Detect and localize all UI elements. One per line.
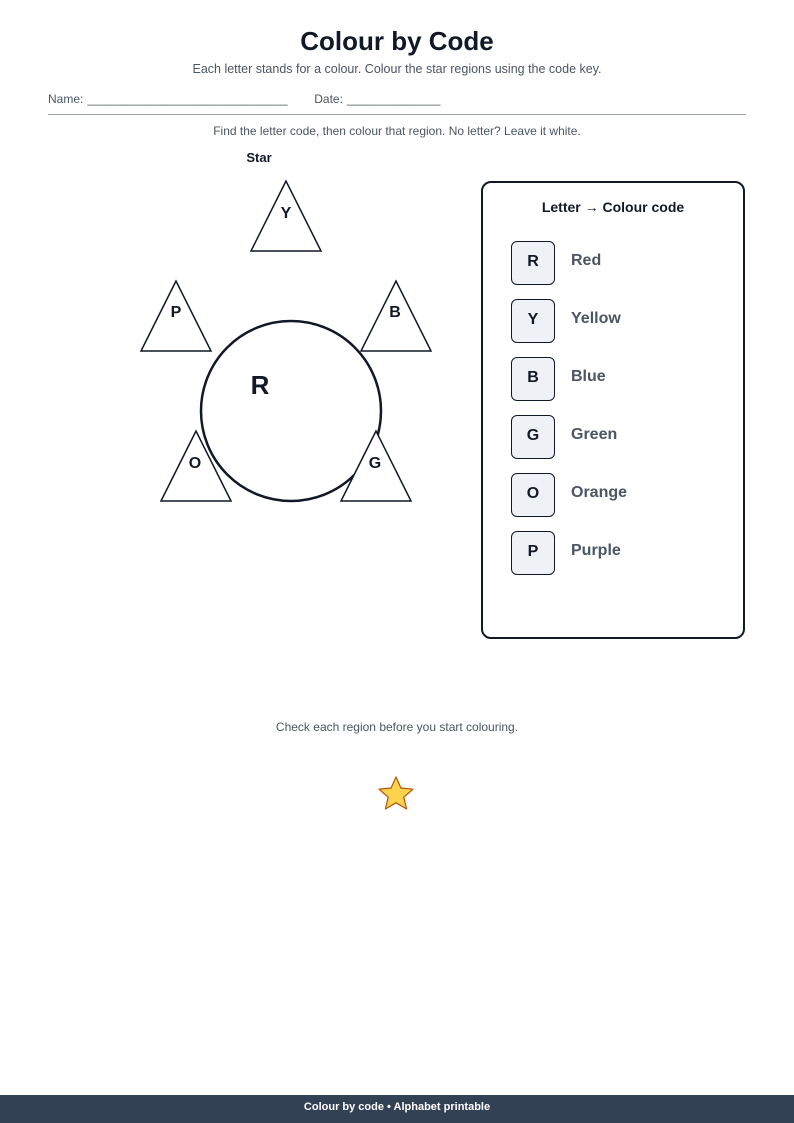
star-point-upper-right[interactable] bbox=[361, 281, 431, 351]
key-row-green bbox=[511, 415, 731, 461]
key-row-blue bbox=[511, 357, 731, 403]
star-point-upper-left[interactable] bbox=[141, 281, 211, 351]
instructions: Find the letter code, then colour that region. No letter? Leave it white. bbox=[213, 124, 581, 138]
name-field[interactable]: ______________________________ bbox=[87, 92, 288, 106]
key-colour: Purple bbox=[571, 542, 621, 559]
region-letter: O bbox=[188, 455, 202, 472]
star-icon bbox=[376, 774, 416, 814]
key-letter: R bbox=[511, 241, 555, 285]
key-letter: P bbox=[511, 531, 555, 575]
colour-key-panel bbox=[481, 181, 745, 639]
key-letter: B bbox=[511, 357, 555, 401]
key-colour: Orange bbox=[571, 484, 628, 501]
key-row-yellow bbox=[511, 299, 731, 345]
name-label: Name: bbox=[48, 92, 84, 106]
key-row-red bbox=[511, 241, 731, 287]
key-title: Letter → Colour code bbox=[541, 199, 685, 215]
key-letter: G bbox=[511, 415, 555, 459]
region-letter: R bbox=[250, 370, 270, 400]
date-label: Date: bbox=[314, 92, 343, 106]
page-subtitle: Each letter stands for a colour. Colour the star regions using the code key. bbox=[192, 62, 602, 76]
region-letter: B bbox=[389, 304, 401, 321]
region-letter: Y bbox=[280, 205, 292, 222]
key-letter: Y bbox=[511, 299, 555, 343]
region-letter: G bbox=[368, 455, 382, 472]
footer-bar bbox=[0, 1095, 794, 1123]
key-colour: Yellow bbox=[571, 310, 621, 327]
key-colour: Green bbox=[571, 426, 618, 443]
key-letter: O bbox=[511, 473, 555, 517]
check-note: Check each region before you start colouring. bbox=[275, 720, 519, 734]
page-title: Colour by Code bbox=[300, 26, 494, 56]
star-point-top[interactable] bbox=[251, 181, 321, 251]
footer-text: Colour by code • Alphabet printable bbox=[303, 1101, 491, 1113]
key-row-purple bbox=[511, 531, 731, 577]
date-field[interactable]: ______________ bbox=[346, 92, 441, 106]
key-colour: Red bbox=[571, 252, 602, 269]
key-colour: Blue bbox=[571, 368, 606, 385]
figure-label: Star bbox=[246, 150, 272, 165]
region-letter: P bbox=[170, 304, 182, 321]
key-row-orange bbox=[511, 473, 731, 519]
